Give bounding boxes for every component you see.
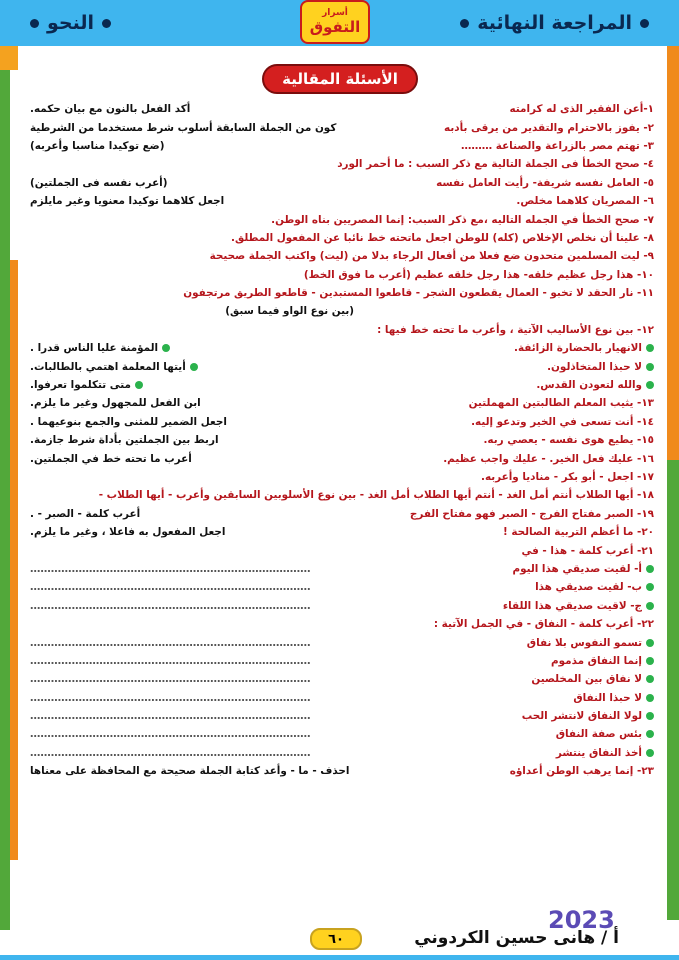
- question-text: ٤- صحح الخطأ فى الجملة التالية مع ذكر السبب : ما أحمر الورد: [337, 158, 654, 171]
- question-row: [30, 725, 654, 743]
- question-prompt-text: إنما النفاق مذموم: [551, 654, 642, 667]
- green-bullet-icon: [646, 657, 654, 665]
- question-row: [30, 266, 654, 284]
- question-row: [30, 284, 654, 302]
- question-row: [30, 210, 654, 228]
- questions-list: [30, 100, 654, 780]
- question-instruction: [30, 103, 190, 115]
- question-row: [30, 376, 654, 394]
- question-instruction: [30, 526, 225, 538]
- question-instruction-text: أعرب ما تحته خط في الجملتين.: [30, 452, 192, 465]
- header-dot: [640, 19, 649, 28]
- question-instruction: [30, 637, 311, 649]
- question-instruction-text: متى تتكلموا تعرفوا.: [30, 379, 131, 392]
- question-text: ٧- صحح الخطأ في الجمله التاليه ،مع ذكر السبب: إنما المصريين بناه الوطن.: [271, 213, 654, 226]
- question-instruction-text: ………………………………………………………………………: [30, 710, 311, 723]
- question-note: (بين نوع الواو فيما سبق): [225, 305, 354, 318]
- question-prompt: [469, 397, 654, 409]
- left-orange-border: [10, 260, 18, 860]
- question-prompt-text: لا حبذا النفاق: [573, 691, 642, 704]
- question-instruction: [30, 177, 167, 189]
- question-instruction-text: اجعل الضمير للمثنى والجمع بنوعيهما .: [30, 415, 227, 428]
- question-instruction: [30, 342, 170, 354]
- question-instruction-text: المؤمنة عليا الناس قدرا .: [30, 342, 159, 355]
- year-text: 2023: [548, 906, 615, 934]
- green-bullet-icon: [190, 363, 198, 371]
- question-instruction-text: اجعل المفعول به فاعلا ، وغير ما يلزم.: [30, 526, 226, 539]
- question-prompt-text: أ- لقيت صديقي هذا اليوم: [512, 562, 642, 575]
- question-instruction: [30, 397, 201, 409]
- question-instruction: [30, 765, 349, 777]
- question-instruction: [30, 747, 311, 759]
- question-text: ١٧- اجعل - أبو بكر - مناديا وأعربه.: [481, 471, 654, 483]
- question-prompt: [535, 581, 654, 593]
- right-green-border: [667, 460, 679, 920]
- question-instruction: [30, 140, 164, 152]
- question-prompt: [410, 508, 654, 520]
- question-prompt-text: الانهيار بالحضارة الزائفة.: [514, 342, 642, 355]
- question-prompt: [503, 600, 654, 612]
- header-dot: [460, 19, 469, 28]
- question-instruction-text: ………………………………………………………………………: [30, 691, 311, 704]
- question-prompt-text: لولا النفاق لانتشر الحب: [521, 710, 642, 723]
- question-prompt: [547, 361, 654, 373]
- question-instruction-text: اربط بين الجملتين بأداة شرط جازمة.: [30, 434, 219, 447]
- question-prompt: [522, 710, 654, 722]
- question-instruction: [30, 581, 311, 593]
- question-prompt-text: تسمو النفوس بلا نفاق: [526, 636, 642, 649]
- question-row: [30, 357, 654, 375]
- question-prompt: [536, 379, 654, 391]
- question-text: ٨- علينا أن نخلص الإخلاص (كله) للوطن اجعل ماتحته خط نائبا عن المفعول المطلق.: [231, 231, 654, 244]
- question-prompt: [503, 526, 654, 538]
- question-instruction-text: احذف - ما - وأعد كتابة الجملة صحيحة مع المحافظة على معناها: [30, 765, 350, 778]
- question-prompt-text: بئس صفة النفاق: [555, 728, 642, 741]
- green-bullet-icon: [646, 730, 654, 738]
- left-green-border: [0, 30, 10, 930]
- question-instruction-text: ………………………………………………………………………: [30, 599, 311, 612]
- question-prompt: [510, 765, 654, 777]
- brand-logo: [300, 0, 370, 44]
- question-prompt-text: ١٩- الصبر مفتاح الفرج - الصبر فهو مفتاح الفرج: [409, 507, 654, 520]
- question-row: [30, 541, 654, 559]
- bottom-bar: [0, 955, 679, 960]
- green-bullet-icon: [646, 363, 654, 371]
- question-prompt-text: ٦- المصريان كلاهما مخلص.: [516, 195, 654, 208]
- question-prompt: [516, 195, 654, 207]
- question-instruction: [30, 728, 311, 740]
- logo-bottom-text: التفوق: [309, 18, 361, 36]
- green-bullet-icon: [646, 565, 654, 573]
- green-bullet-icon: [646, 749, 654, 757]
- question-prompt-text: ٢٣- إنما يرهب الوطن أعداؤه: [509, 765, 654, 778]
- question-row: [30, 431, 654, 449]
- question-instruction-text: ………………………………………………………………………: [30, 562, 311, 575]
- question-instruction-text: أعرب كلمة - الصبر - .: [30, 507, 141, 520]
- question-row: [30, 762, 654, 780]
- green-bullet-icon: [162, 344, 170, 352]
- question-prompt: [512, 563, 654, 575]
- question-prompt-text: والله لتعودن القدس.: [536, 379, 642, 392]
- question-instruction: [30, 122, 336, 134]
- question-instruction-text: ابن الفعل للمجهول وغير ما يلزم.: [30, 397, 201, 410]
- question-instruction-text: ………………………………………………………………………: [30, 746, 311, 759]
- question-row: [30, 578, 654, 596]
- question-prompt: [461, 140, 654, 152]
- question-row: [30, 321, 654, 339]
- question-prompt-text: ١٥- يطيع هوى نفسه - يعصي ربه.: [483, 434, 654, 447]
- question-prompt-text: لا حبذا المتخاذلون.: [547, 360, 642, 373]
- question-instruction-text: اجعل كلاهما توكيدا معنويا وغير مايلزم: [30, 195, 225, 208]
- question-row: [30, 413, 654, 431]
- question-row: [30, 486, 654, 504]
- question-prompt: [527, 637, 654, 649]
- question-row: [30, 339, 654, 357]
- question-prompt-text: ٢- يفوز بالاحترام والتقدير من يرقى بأدبه: [444, 121, 654, 134]
- question-instruction: [30, 416, 227, 428]
- question-row: [30, 652, 654, 670]
- question-prompt-text: أخذ النفاق ينتشر: [555, 746, 642, 759]
- question-prompt: [483, 434, 654, 446]
- question-prompt-text: ٣- تهتم مصر بالزراعة والصناعة ………: [460, 139, 654, 152]
- green-bullet-icon: [646, 344, 654, 352]
- question-row: [30, 394, 654, 412]
- question-row: [30, 137, 654, 155]
- question-prompt-text: ١٤- أنت تسعى في الخير وتدعو إليه.: [471, 415, 654, 428]
- question-instruction-text: أكد الفعل بالنون مع بيان حكمه.: [30, 103, 191, 116]
- section-title-text: الأسئلة المقالية: [282, 70, 398, 88]
- header-right: [452, 12, 657, 34]
- question-row: [30, 707, 654, 725]
- question-instruction: [30, 710, 311, 722]
- header-right-title: المراجعة النهائية: [477, 12, 632, 34]
- question-prompt-text: ١٣- يثيب المعلم الطالبتين المهملتين: [468, 397, 654, 410]
- question-prompt: [443, 453, 654, 465]
- question-prompt-text: ج- لاقيت صديقي هذا اللقاء: [502, 599, 642, 612]
- question-prompt: [436, 177, 654, 189]
- question-instruction: [30, 692, 311, 704]
- question-row: [30, 597, 654, 615]
- question-text: ١٠- هذا رجل عظيم خلقه- هذا رجل خلقه عظيم (أعرب ما فوق الخط): [303, 268, 654, 281]
- question-row: [30, 615, 654, 633]
- question-prompt: [573, 692, 654, 704]
- question-text: ٩- ليت المسلمين متحدون ضع فعلا من أفعال الرجاء بدلا من (ليت) واكتب الجملة صحيحة: [209, 250, 654, 263]
- question-row: [30, 560, 654, 578]
- question-text: ٢١- أعرب كلمة - هذا - في: [521, 544, 654, 557]
- question-row: [30, 523, 654, 541]
- question-row: [30, 670, 654, 688]
- question-row: [30, 100, 654, 118]
- question-row: [30, 155, 654, 173]
- green-bullet-icon: [135, 381, 143, 389]
- question-row: [30, 633, 654, 651]
- question-instruction-text: ………………………………………………………………………: [30, 636, 311, 649]
- green-bullet-icon: [646, 712, 654, 720]
- question-row: [30, 302, 654, 320]
- green-bullet-icon: [646, 639, 654, 647]
- green-bullet-icon: [646, 381, 654, 389]
- question-instruction: [30, 508, 140, 520]
- question-row: [30, 744, 654, 762]
- green-bullet-icon: [646, 583, 654, 591]
- header-dot: [30, 19, 39, 28]
- question-row: [30, 192, 654, 210]
- question-prompt-text: ٢٠- ما أعظم التربية الصالحة !: [503, 526, 654, 539]
- question-prompt: [531, 673, 654, 685]
- question-prompt-text: ١-أعن الفقير الذى له كرامته: [509, 103, 654, 116]
- question-instruction: [30, 563, 311, 575]
- question-instruction-text: ………………………………………………………………………: [30, 673, 311, 686]
- question-instruction-text: (ضع توكيدا مناسبا وأعربه): [30, 139, 165, 152]
- question-text: ١٨- أيها الطلاب أنتم أمل الغد - أنتم أيها الطلاب أمل الغد - بين نوع الأسلوبين السابقين وأعرب - أيها الطلاب -: [98, 489, 654, 502]
- question-prompt-text: ٥- العامل نفسه شريفة- رأيت العامل نفسه: [436, 176, 654, 189]
- page-number: [310, 928, 362, 950]
- question-prompt-text: ١٦- عليك فعل الخير. - عليك واجب عظيم.: [443, 452, 654, 465]
- question-instruction: [30, 195, 224, 207]
- header-left-title: النحو: [47, 12, 95, 34]
- question-prompt: [510, 103, 655, 115]
- question-row: [30, 449, 654, 467]
- question-prompt-text: ب- لقيت صديقي هذا: [535, 581, 642, 594]
- question-instruction-text: ………………………………………………………………………: [30, 728, 311, 741]
- question-instruction: [30, 434, 219, 446]
- page-number-text: ٦٠: [328, 931, 344, 947]
- question-prompt: [514, 342, 654, 354]
- question-instruction: [30, 655, 311, 667]
- author-name: أ / هانى حسين الكردوني: [414, 928, 619, 948]
- question-prompt: [471, 416, 654, 428]
- question-prompt: [551, 655, 654, 667]
- question-instruction-text: أيتها المعلمة اهتمي بالطالبات.: [30, 360, 186, 373]
- right-orange-border: [667, 40, 679, 460]
- question-row: [30, 505, 654, 523]
- green-bullet-icon: [646, 602, 654, 610]
- question-prompt: [556, 728, 654, 740]
- header-left: [22, 12, 119, 34]
- green-bullet-icon: [646, 675, 654, 683]
- question-instruction-text: كون من الجملة السابقة أسلوب شرط مستخدما من الشرطية: [30, 121, 337, 134]
- green-bullet-icon: [646, 694, 654, 702]
- question-text: ١١- نار الحقد لا تخبو - العمال يقطعون الشجر - قاطعوا المستبدين - قاطعو الطريق مرتجفون: [183, 287, 654, 300]
- question-row: [30, 689, 654, 707]
- question-row: [30, 468, 654, 486]
- question-prompt: [556, 747, 654, 759]
- question-row: [30, 118, 654, 136]
- question-prompt: [444, 122, 654, 134]
- question-text: ١٢- بين نوع الأساليب الآتية ، وأعرب ما تحته خط فيها :: [377, 323, 654, 336]
- section-title: [262, 64, 418, 94]
- question-instruction-text: ………………………………………………………………………: [30, 581, 311, 594]
- question-prompt-text: لا نفاق بين المخلصين: [531, 673, 642, 686]
- header-dot: [102, 19, 111, 28]
- question-instruction: [30, 673, 311, 685]
- question-instruction-text: ………………………………………………………………………: [30, 654, 311, 667]
- question-instruction: [30, 379, 143, 391]
- question-instruction-text: (أعرب نفسه فى الجملتين): [30, 176, 168, 189]
- logo-top-text: أسرار: [322, 8, 348, 18]
- question-row: [30, 247, 654, 265]
- question-instruction: [30, 600, 311, 612]
- question-row: [30, 174, 654, 192]
- question-instruction: [30, 361, 198, 373]
- question-row: [30, 229, 654, 247]
- question-text: ٢٢- أعرب كلمة - النفاق - في الجمل الآتية :: [433, 618, 654, 631]
- question-instruction: [30, 453, 192, 465]
